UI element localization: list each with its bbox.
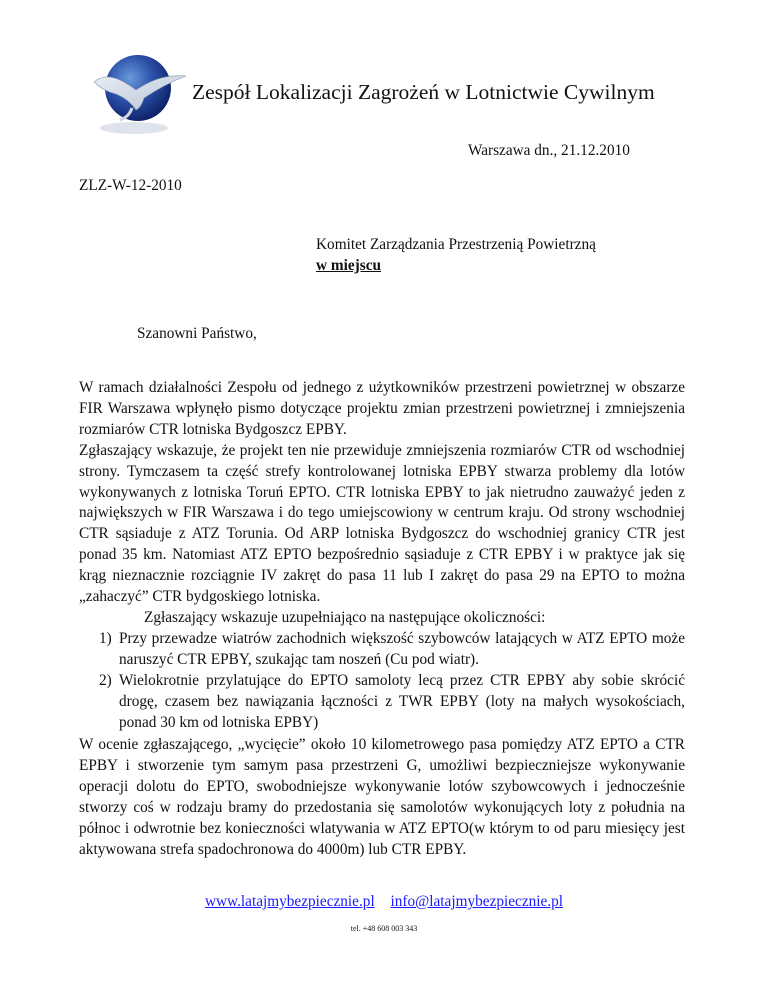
organization-title: Zespół Lokalizacji Zagrożeń w Lotnictwie Cywilnym bbox=[192, 80, 655, 104]
recipient-name: Komitet Zarządzania Przestrzenią Powietrzną bbox=[316, 236, 596, 253]
list-item-number: 2) bbox=[99, 671, 112, 689]
reference-number: ZLZ-W-12-2010 bbox=[79, 177, 182, 194]
recipient-block bbox=[316, 234, 596, 276]
globe-bird-logo-icon bbox=[86, 52, 192, 138]
list-item bbox=[79, 629, 685, 671]
email-link[interactable]: info@latajmybezpiecznie.pl bbox=[390, 893, 564, 910]
list-item-text: Wielokrotnie przylatujące do EPTO samoloty lecą przez CTR EPBY aby sobie skrócić drogę, czasem bez nawiązania łączności z TWR EPBY (loty na małych wysokościach, ponad 30 km od lotniska EPBY) bbox=[119, 671, 685, 731]
footer-phone: tel. +48 608 003 343 bbox=[350, 924, 418, 933]
website-link[interactable]: www.latajmybezpiecznie.pl bbox=[204, 893, 375, 910]
letter-conclusion bbox=[79, 735, 685, 860]
paragraph-3: Zgłaszający wskazuje uzupełniająco na następujące okoliczności: bbox=[144, 608, 546, 626]
footer-links bbox=[0, 893, 768, 911]
list-item bbox=[79, 671, 685, 734]
paragraph-4: W ocenie zgłaszającego, „wycięcie” około 10 kilometrowego pasa pomiędzy ATZ EPTO a CTR EPBY i stworzenie tym samym pasa przestrzeni G, umożliwi bezpieczniejsze wykonywanie operacji dolotu do EPTO, swobodniejsze wykonywanie lotów szybowcowych i jednocześnie stworzy coś w rodzaju bramy do przedostania się samolotów wykonujących loty z południa na północ i odwrotnie bez konieczności wlatywania w ATZ EPTO(w którym to od paru miesięcy jest aktywowana strefa spadochronowa do 4000m) lub CTR EPBY. bbox=[79, 736, 685, 858]
salutation: Szanowni Państwo, bbox=[137, 325, 257, 342]
date-line: Warszawa dn., 21.12.2010 bbox=[468, 142, 630, 159]
paragraph-2: Zgłaszający wskazuje, że projekt ten nie przewiduje zmniejszenia rozmiarów CTR od wschodniej strony. Tymczasem ta część strefy kontrolowanej lotniska EPBY stwarza problemy dla lotów wykonywanych z lotniska Toruń EPTO. CTR lotniska EPBY to jak nietrudno zauważyć jeden z największych w FIR Warszawa i do tego umiejscowiony w centrum kraju. Od strony wschodniej CTR sąsiaduje z ATZ Torunia. Od ARP lotniska Bydgoszcz do wschodniej granicy CTR jest ponad 35 km. Natomiast ATZ EPTO bezpośrednio sąsiaduje z CTR EPBY i w praktyce jak się krąg nieznacznie rozciągnie IV zakręt do pasa 11 lub I zakręt do pasa 29 na EPTO to można „zahaczyć” CTR bydgoskiego lotniska. bbox=[79, 441, 685, 606]
recipient-location: w miejscu bbox=[316, 257, 381, 274]
list-item-number: 1) bbox=[99, 629, 112, 647]
letter-body bbox=[79, 378, 685, 733]
circumstances-list bbox=[79, 629, 685, 734]
paragraph-1: W ramach działalności Zespołu od jednego z użytkowników przestrzeni powietrznej w obszarze FIR Warszawa wpłynęło pismo dotyczące projektu zmian przestrzeni powietrznej i zmniejszenia rozmiarów CTR lotniska Bydgoszcz EPBY. bbox=[79, 379, 685, 438]
list-item-text: Przy przewadze wiatrów zachodnich większość szybowców latających w ATZ EPTO może naruszyć CTR EPBY, szukając tam noszeń (Cu pod wiatr). bbox=[119, 629, 685, 668]
